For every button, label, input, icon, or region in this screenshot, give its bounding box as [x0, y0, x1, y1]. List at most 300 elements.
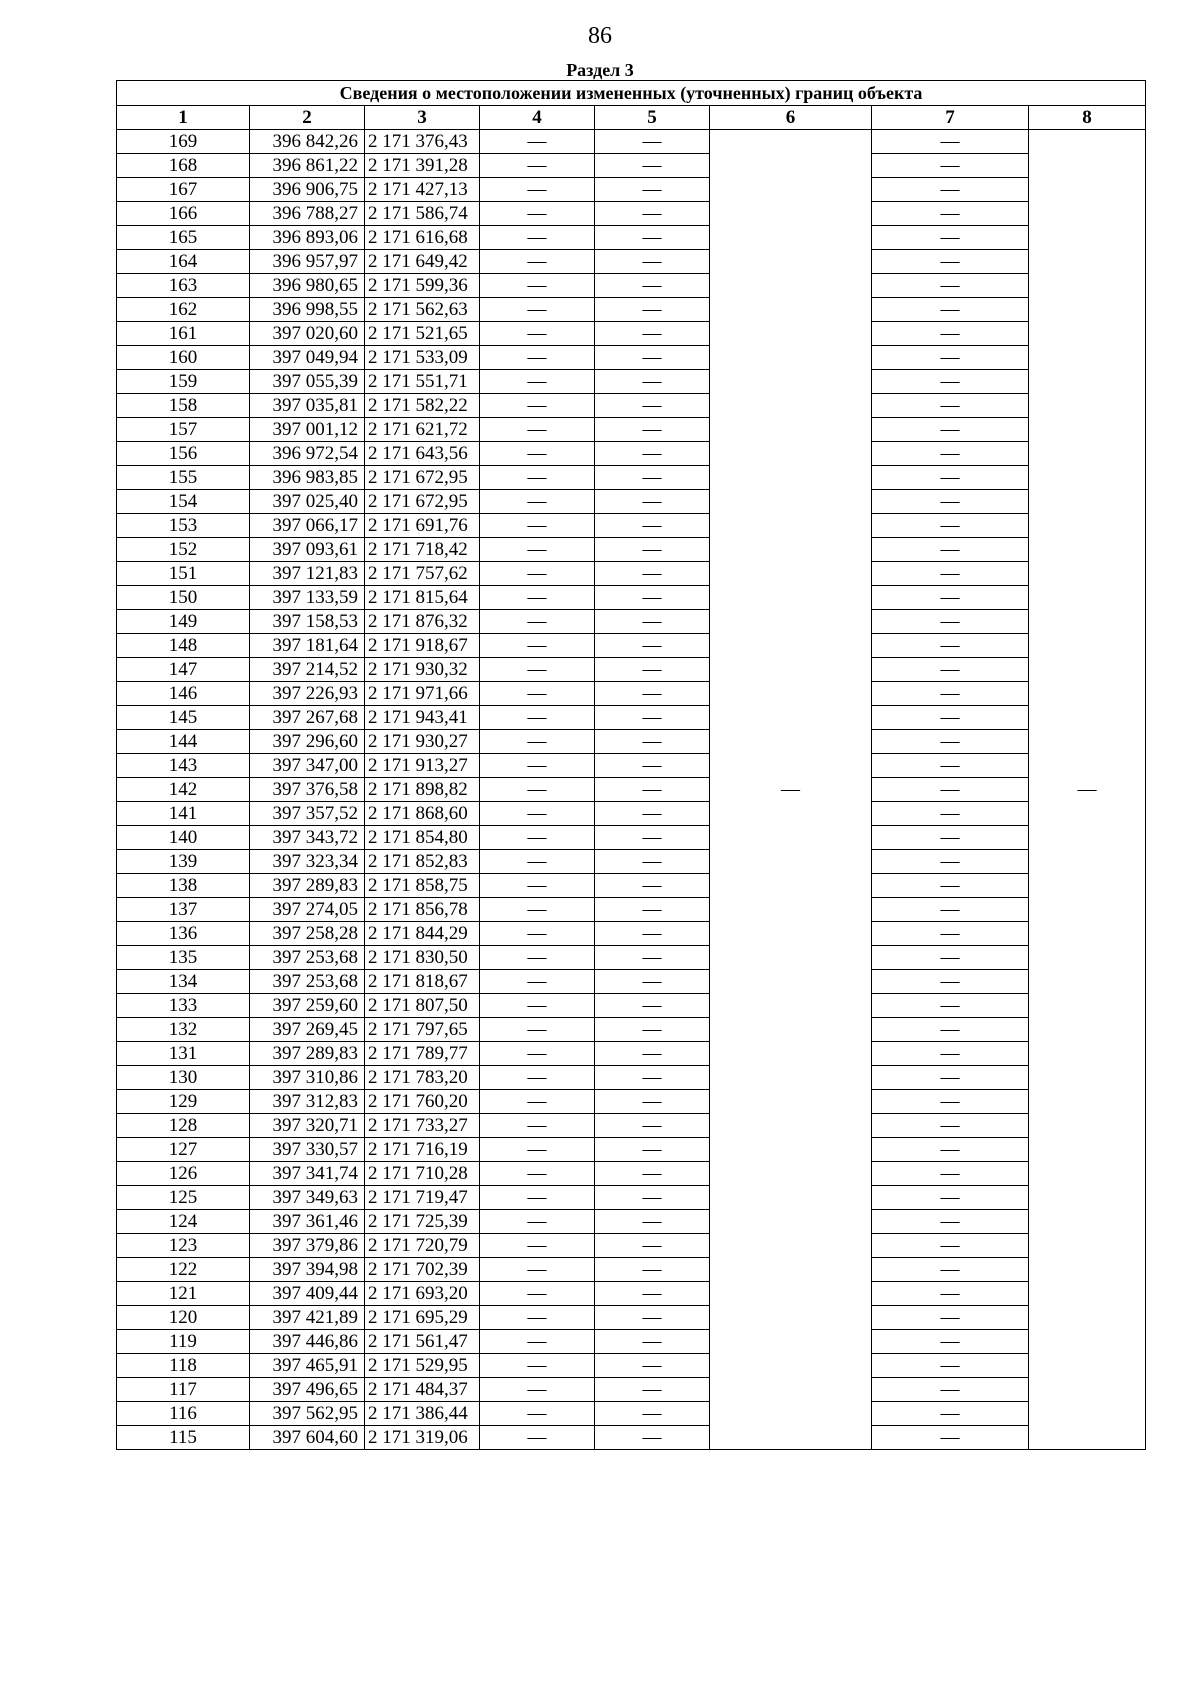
point-number-cell: 167	[117, 178, 250, 202]
x-coordinate-cell: 397 001,12	[250, 418, 365, 442]
col7-dash-cell: —	[872, 1114, 1029, 1138]
point-number-cell: 129	[117, 1090, 250, 1114]
x-coordinate-cell: 397 349,63	[250, 1186, 365, 1210]
x-coordinate-cell: 397 604,60	[250, 1426, 365, 1450]
col7-dash-cell: —	[872, 970, 1029, 994]
x-coordinate-cell: 397 214,52	[250, 658, 365, 682]
column-header-2: 2	[250, 106, 365, 130]
y-coordinate-cell: 2 171 529,95	[365, 1354, 480, 1378]
column-header-3: 3	[365, 106, 480, 130]
x-coordinate-cell: 397 181,64	[250, 634, 365, 658]
col7-dash-cell: —	[872, 226, 1029, 250]
col4-dash-cell: —	[480, 178, 595, 202]
y-coordinate-cell: 2 171 582,22	[365, 394, 480, 418]
x-coordinate-cell: 397 158,53	[250, 610, 365, 634]
point-number-cell: 141	[117, 802, 250, 826]
point-number-cell: 155	[117, 466, 250, 490]
col4-dash-cell: —	[480, 1426, 595, 1450]
col5-dash-cell: —	[595, 1282, 710, 1306]
point-number-cell: 154	[117, 490, 250, 514]
x-coordinate-cell: 397 274,05	[250, 898, 365, 922]
point-number-cell: 118	[117, 1354, 250, 1378]
table-row	[117, 1282, 1146, 1306]
table-row	[117, 322, 1146, 346]
col4-dash-cell: —	[480, 658, 595, 682]
point-number-cell: 116	[117, 1402, 250, 1426]
col5-dash-cell: —	[595, 370, 710, 394]
table-row	[117, 538, 1146, 562]
col5-dash-cell: —	[595, 922, 710, 946]
col7-dash-cell: —	[872, 154, 1029, 178]
point-number-cell: 164	[117, 250, 250, 274]
col4-dash-cell: —	[480, 1162, 595, 1186]
col7-dash-cell: —	[872, 1258, 1029, 1282]
col4-dash-cell: —	[480, 874, 595, 898]
table-row	[117, 802, 1146, 826]
col4-dash-cell: —	[480, 1282, 595, 1306]
x-coordinate-cell: 397 376,58	[250, 778, 365, 802]
col7-dash-cell: —	[872, 1066, 1029, 1090]
x-coordinate-cell: 397 496,65	[250, 1378, 365, 1402]
x-coordinate-cell: 396 842,26	[250, 130, 365, 154]
col5-dash-cell: —	[595, 322, 710, 346]
col7-dash-cell: —	[872, 562, 1029, 586]
x-coordinate-cell: 396 998,55	[250, 298, 365, 322]
y-coordinate-cell: 2 171 815,64	[365, 586, 480, 610]
col7-dash-cell: —	[872, 922, 1029, 946]
y-coordinate-cell: 2 171 521,65	[365, 322, 480, 346]
column-header-row	[117, 106, 1146, 130]
y-coordinate-cell: 2 171 672,95	[365, 466, 480, 490]
col7-dash-cell: —	[872, 1042, 1029, 1066]
table-row	[117, 1066, 1146, 1090]
x-coordinate-cell: 397 323,34	[250, 850, 365, 874]
col7-dash-cell: —	[872, 1018, 1029, 1042]
column-header-7: 7	[872, 106, 1029, 130]
point-number-cell: 128	[117, 1114, 250, 1138]
point-number-cell: 125	[117, 1186, 250, 1210]
col5-dash-cell: —	[595, 682, 710, 706]
col4-dash-cell: —	[480, 970, 595, 994]
y-coordinate-cell: 2 171 643,56	[365, 442, 480, 466]
col4-dash-cell: —	[480, 346, 595, 370]
col7-dash-cell: —	[872, 298, 1029, 322]
x-coordinate-cell: 397 289,83	[250, 1042, 365, 1066]
col5-dash-cell: —	[595, 274, 710, 298]
x-coordinate-cell: 397 020,60	[250, 322, 365, 346]
point-number-cell: 161	[117, 322, 250, 346]
col7-dash-cell: —	[872, 1426, 1029, 1450]
y-coordinate-cell: 2 171 716,19	[365, 1138, 480, 1162]
point-number-cell: 137	[117, 898, 250, 922]
x-coordinate-cell: 397 258,28	[250, 922, 365, 946]
point-number-cell: 143	[117, 754, 250, 778]
col4-dash-cell: —	[480, 322, 595, 346]
table-row	[117, 1402, 1146, 1426]
x-coordinate-cell: 397 121,83	[250, 562, 365, 586]
section-title: Раздел 3	[566, 60, 634, 80]
y-coordinate-cell: 2 171 719,47	[365, 1186, 480, 1210]
col4-dash-cell: —	[480, 730, 595, 754]
col4-dash-cell: —	[480, 802, 595, 826]
y-coordinate-cell: 2 171 691,76	[365, 514, 480, 538]
col7-dash-cell: —	[872, 322, 1029, 346]
col4-dash-cell: —	[480, 1258, 595, 1282]
table-row	[117, 874, 1146, 898]
col4-dash-cell: —	[480, 154, 595, 178]
y-coordinate-cell: 2 171 868,60	[365, 802, 480, 826]
point-number-cell: 152	[117, 538, 250, 562]
col4-dash-cell: —	[480, 1354, 595, 1378]
col7-dash-cell: —	[872, 874, 1029, 898]
x-coordinate-cell: 397 394,98	[250, 1258, 365, 1282]
col4-dash-cell: —	[480, 1138, 595, 1162]
y-coordinate-cell: 2 171 391,28	[365, 154, 480, 178]
table-row	[117, 730, 1146, 754]
y-coordinate-cell: 2 171 830,50	[365, 946, 480, 970]
table-row	[117, 1042, 1146, 1066]
x-coordinate-cell: 397 066,17	[250, 514, 365, 538]
col4-dash-cell: —	[480, 586, 595, 610]
table-row	[117, 226, 1146, 250]
table-row	[117, 706, 1146, 730]
x-coordinate-cell: 396 972,54	[250, 442, 365, 466]
point-number-cell: 132	[117, 1018, 250, 1042]
col7-dash-cell: —	[872, 418, 1029, 442]
column-header-6: 6	[710, 106, 872, 130]
y-coordinate-cell: 2 171 854,80	[365, 826, 480, 850]
table-row	[117, 778, 1146, 802]
col5-dash-cell: —	[595, 1066, 710, 1090]
table-row	[117, 682, 1146, 706]
col5-dash-cell: —	[595, 130, 710, 154]
point-number-cell: 144	[117, 730, 250, 754]
table-row	[117, 1090, 1146, 1114]
y-coordinate-cell: 2 171 561,47	[365, 1330, 480, 1354]
col7-dash-cell: —	[872, 538, 1029, 562]
y-coordinate-cell: 2 171 616,68	[365, 226, 480, 250]
col7-dash-cell: —	[872, 1090, 1029, 1114]
col4-dash-cell: —	[480, 706, 595, 730]
point-number-cell: 130	[117, 1066, 250, 1090]
y-coordinate-cell: 2 171 319,06	[365, 1426, 480, 1450]
x-coordinate-cell: 396 906,75	[250, 178, 365, 202]
col5-dash-cell: —	[595, 490, 710, 514]
point-number-cell: 126	[117, 1162, 250, 1186]
col5-dash-cell: —	[595, 202, 710, 226]
y-coordinate-cell: 2 171 789,77	[365, 1042, 480, 1066]
point-number-cell: 136	[117, 922, 250, 946]
point-number-cell: 119	[117, 1330, 250, 1354]
col4-dash-cell: —	[480, 298, 595, 322]
x-coordinate-cell: 396 788,27	[250, 202, 365, 226]
col7-dash-cell: —	[872, 754, 1029, 778]
column-header-1: 1	[117, 106, 250, 130]
x-coordinate-cell: 397 055,39	[250, 370, 365, 394]
col5-dash-cell: —	[595, 514, 710, 538]
col4-dash-cell: —	[480, 1114, 595, 1138]
col7-dash-cell: —	[872, 1402, 1029, 1426]
col4-dash-cell: —	[480, 1378, 595, 1402]
point-number-cell: 151	[117, 562, 250, 586]
col4-dash-cell: —	[480, 1306, 595, 1330]
col5-dash-cell: —	[595, 1330, 710, 1354]
col5-dash-cell: —	[595, 442, 710, 466]
table-row	[117, 178, 1146, 202]
x-coordinate-cell: 397 133,59	[250, 586, 365, 610]
col5-dash-cell: —	[595, 730, 710, 754]
x-coordinate-cell: 397 310,86	[250, 1066, 365, 1090]
col4-dash-cell: —	[480, 370, 595, 394]
y-coordinate-cell: 2 171 930,27	[365, 730, 480, 754]
table-row	[117, 610, 1146, 634]
y-coordinate-cell: 2 171 621,72	[365, 418, 480, 442]
table-row	[117, 250, 1146, 274]
x-coordinate-cell: 397 226,93	[250, 682, 365, 706]
point-number-cell: 122	[117, 1258, 250, 1282]
point-number-cell: 142	[117, 778, 250, 802]
x-coordinate-cell: 397 465,91	[250, 1354, 365, 1378]
col5-dash-cell: —	[595, 946, 710, 970]
col5-dash-cell: —	[595, 994, 710, 1018]
point-number-cell: 165	[117, 226, 250, 250]
point-number-cell: 140	[117, 826, 250, 850]
col5-dash-cell: —	[595, 706, 710, 730]
col5-dash-cell: —	[595, 562, 710, 586]
table-row	[117, 1018, 1146, 1042]
table-row	[117, 1114, 1146, 1138]
col8-merged-cell: —	[1029, 130, 1146, 1450]
col5-dash-cell: —	[595, 1138, 710, 1162]
x-coordinate-cell: 397 269,45	[250, 1018, 365, 1042]
y-coordinate-cell: 2 171 586,74	[365, 202, 480, 226]
x-coordinate-cell: 397 289,83	[250, 874, 365, 898]
col7-dash-cell: —	[872, 946, 1029, 970]
col4-dash-cell: —	[480, 754, 595, 778]
col4-dash-cell: —	[480, 1018, 595, 1042]
y-coordinate-cell: 2 171 533,09	[365, 346, 480, 370]
col7-dash-cell: —	[872, 802, 1029, 826]
col5-dash-cell: —	[595, 1354, 710, 1378]
col4-dash-cell: —	[480, 202, 595, 226]
table-row	[117, 1330, 1146, 1354]
col4-dash-cell: —	[480, 994, 595, 1018]
y-coordinate-cell: 2 171 720,79	[365, 1234, 480, 1258]
y-coordinate-cell: 2 171 562,63	[365, 298, 480, 322]
col5-dash-cell: —	[595, 154, 710, 178]
col5-dash-cell: —	[595, 250, 710, 274]
col4-dash-cell: —	[480, 418, 595, 442]
col7-dash-cell: —	[872, 514, 1029, 538]
col4-dash-cell: —	[480, 1234, 595, 1258]
col4-dash-cell: —	[480, 562, 595, 586]
y-coordinate-cell: 2 171 943,41	[365, 706, 480, 730]
point-number-cell: 157	[117, 418, 250, 442]
col4-dash-cell: —	[480, 130, 595, 154]
col4-dash-cell: —	[480, 826, 595, 850]
col7-dash-cell: —	[872, 658, 1029, 682]
y-coordinate-cell: 2 171 898,82	[365, 778, 480, 802]
table-body	[117, 130, 1146, 1450]
point-number-cell: 127	[117, 1138, 250, 1162]
table-row	[117, 514, 1146, 538]
table-row	[117, 298, 1146, 322]
x-coordinate-cell: 397 341,74	[250, 1162, 365, 1186]
y-coordinate-cell: 2 171 797,65	[365, 1018, 480, 1042]
col5-dash-cell: —	[595, 1402, 710, 1426]
table-row	[117, 1354, 1146, 1378]
col4-dash-cell: —	[480, 1186, 595, 1210]
table-row	[117, 658, 1146, 682]
col5-dash-cell: —	[595, 658, 710, 682]
point-number-cell: 153	[117, 514, 250, 538]
column-header-5: 5	[595, 106, 710, 130]
col4-dash-cell: —	[480, 274, 595, 298]
x-coordinate-cell: 397 320,71	[250, 1114, 365, 1138]
col4-dash-cell: —	[480, 898, 595, 922]
col7-dash-cell: —	[872, 1186, 1029, 1210]
table-row	[117, 1378, 1146, 1402]
point-number-cell: 159	[117, 370, 250, 394]
col7-dash-cell: —	[872, 994, 1029, 1018]
table-row	[117, 754, 1146, 778]
table-head	[117, 81, 1146, 130]
table-row	[117, 154, 1146, 178]
page-number: 86	[588, 23, 612, 49]
y-coordinate-cell: 2 171 386,44	[365, 1402, 480, 1426]
table-row	[117, 130, 1146, 154]
point-number-cell: 146	[117, 682, 250, 706]
col7-dash-cell: —	[872, 1330, 1029, 1354]
y-coordinate-cell: 2 171 702,39	[365, 1258, 480, 1282]
x-coordinate-cell: 397 312,83	[250, 1090, 365, 1114]
point-number-cell: 168	[117, 154, 250, 178]
point-number-cell: 148	[117, 634, 250, 658]
x-coordinate-cell: 397 421,89	[250, 1306, 365, 1330]
col4-dash-cell: —	[480, 1066, 595, 1090]
col4-dash-cell: —	[480, 610, 595, 634]
col5-dash-cell: —	[595, 1162, 710, 1186]
col7-dash-cell: —	[872, 730, 1029, 754]
col4-dash-cell: —	[480, 1090, 595, 1114]
point-number-cell: 120	[117, 1306, 250, 1330]
x-coordinate-cell: 397 361,46	[250, 1210, 365, 1234]
point-number-cell: 133	[117, 994, 250, 1018]
y-coordinate-cell: 2 171 757,62	[365, 562, 480, 586]
col4-dash-cell: —	[480, 778, 595, 802]
y-coordinate-cell: 2 171 913,27	[365, 754, 480, 778]
column-header-4: 4	[480, 106, 595, 130]
y-coordinate-cell: 2 171 551,71	[365, 370, 480, 394]
col7-dash-cell: —	[872, 1234, 1029, 1258]
table-row	[117, 1138, 1146, 1162]
point-number-cell: 158	[117, 394, 250, 418]
table-row	[117, 1234, 1146, 1258]
col7-dash-cell: —	[872, 202, 1029, 226]
col4-dash-cell: —	[480, 946, 595, 970]
table-row	[117, 562, 1146, 586]
x-coordinate-cell: 396 983,85	[250, 466, 365, 490]
col7-dash-cell: —	[872, 1162, 1029, 1186]
y-coordinate-cell: 2 171 807,50	[365, 994, 480, 1018]
col7-dash-cell: —	[872, 394, 1029, 418]
col7-dash-cell: —	[872, 682, 1029, 706]
col5-dash-cell: —	[595, 1018, 710, 1042]
y-coordinate-cell: 2 171 484,37	[365, 1378, 480, 1402]
col5-dash-cell: —	[595, 1234, 710, 1258]
table-row	[117, 346, 1146, 370]
x-coordinate-cell: 397 093,61	[250, 538, 365, 562]
y-coordinate-cell: 2 171 718,42	[365, 538, 480, 562]
table-row	[117, 1162, 1146, 1186]
x-coordinate-cell: 397 409,44	[250, 1282, 365, 1306]
col7-dash-cell: —	[872, 274, 1029, 298]
col4-dash-cell: —	[480, 922, 595, 946]
col5-dash-cell: —	[595, 802, 710, 826]
col5-dash-cell: —	[595, 1186, 710, 1210]
caption-row	[117, 81, 1146, 106]
y-coordinate-cell: 2 171 693,20	[365, 1282, 480, 1306]
table-row	[117, 1210, 1146, 1234]
point-number-cell: 156	[117, 442, 250, 466]
col4-dash-cell: —	[480, 1330, 595, 1354]
table-row	[117, 946, 1146, 970]
col4-dash-cell: —	[480, 466, 595, 490]
point-number-cell: 162	[117, 298, 250, 322]
col4-dash-cell: —	[480, 250, 595, 274]
point-number-cell: 135	[117, 946, 250, 970]
col7-dash-cell: —	[872, 1282, 1029, 1306]
col5-dash-cell: —	[595, 1210, 710, 1234]
col7-dash-cell: —	[872, 1378, 1029, 1402]
table-row	[117, 466, 1146, 490]
col7-dash-cell: —	[872, 706, 1029, 730]
y-coordinate-cell: 2 171 649,42	[365, 250, 480, 274]
col4-dash-cell: —	[480, 394, 595, 418]
point-number-cell: 150	[117, 586, 250, 610]
col4-dash-cell: —	[480, 850, 595, 874]
point-number-cell: 117	[117, 1378, 250, 1402]
y-coordinate-cell: 2 171 427,13	[365, 178, 480, 202]
col4-dash-cell: —	[480, 490, 595, 514]
x-coordinate-cell: 397 357,52	[250, 802, 365, 826]
x-coordinate-cell: 397 253,68	[250, 970, 365, 994]
y-coordinate-cell: 2 171 376,43	[365, 130, 480, 154]
x-coordinate-cell: 396 980,65	[250, 274, 365, 298]
x-coordinate-cell: 397 267,68	[250, 706, 365, 730]
col5-dash-cell: —	[595, 1258, 710, 1282]
column-header-8: 8	[1029, 106, 1146, 130]
col5-dash-cell: —	[595, 754, 710, 778]
table-row	[117, 1306, 1146, 1330]
table-row	[117, 1186, 1146, 1210]
table-row	[117, 634, 1146, 658]
point-number-cell: 115	[117, 1426, 250, 1450]
point-number-cell: 149	[117, 610, 250, 634]
y-coordinate-cell: 2 171 852,83	[365, 850, 480, 874]
x-coordinate-cell: 397 025,40	[250, 490, 365, 514]
table-row	[117, 490, 1146, 514]
y-coordinate-cell: 2 171 971,66	[365, 682, 480, 706]
col5-dash-cell: —	[595, 1090, 710, 1114]
x-coordinate-cell: 396 957,97	[250, 250, 365, 274]
table-row	[117, 994, 1146, 1018]
y-coordinate-cell: 2 171 918,67	[365, 634, 480, 658]
col7-dash-cell: —	[872, 1354, 1029, 1378]
col5-dash-cell: —	[595, 826, 710, 850]
col7-dash-cell: —	[872, 850, 1029, 874]
y-coordinate-cell: 2 171 876,32	[365, 610, 480, 634]
